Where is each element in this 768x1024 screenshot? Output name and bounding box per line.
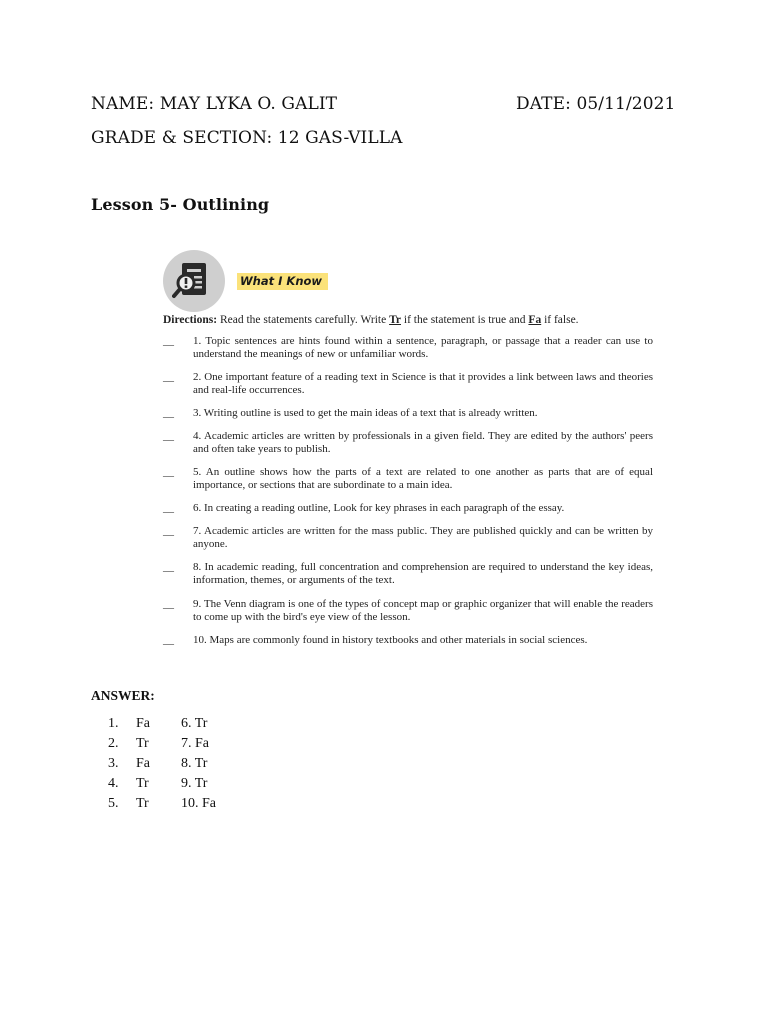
statement-item — [163, 335, 653, 361]
grade-section: GRADE & SECTION: 12 GAS-VILLA — [91, 128, 403, 148]
statement-item — [163, 466, 653, 492]
statement-item — [163, 634, 653, 647]
statement-text: 8. In academic reading, full concentration and comprehension are required to understand the key ideas, information, themes, or arguments of the text. — [193, 561, 653, 586]
directions-text-3: if false. — [541, 314, 579, 326]
statement-item — [163, 598, 653, 624]
answer-value: 6. Tr — [181, 716, 208, 731]
answer-blank: __ — [163, 371, 174, 383]
answer-value: Tr — [136, 776, 149, 791]
answer-blank: __ — [163, 466, 174, 478]
worksheet-image — [163, 250, 653, 657]
statement-text: 7. Academic articles are written for the mass public. They are published quickly and can be written by anyone. — [193, 525, 653, 550]
answer-blank: __ — [163, 430, 174, 442]
answer-number: 1. — [108, 716, 119, 731]
answer-number: 3. — [108, 756, 119, 771]
statement-item — [163, 430, 653, 456]
statement-text: 10. Maps are commonly found in history textbooks and other materials in social sciences. — [193, 634, 588, 646]
statement-text: 4. Academic articles are written by professionals in a given field. They are edited by the authors' peers and often take years to publish. — [193, 430, 653, 455]
statement-item — [163, 561, 653, 587]
answer-blank: __ — [163, 502, 174, 514]
answer-number: 4. — [108, 776, 119, 791]
statement-text: 9. The Venn diagram is one of the types of concept map or graphic organizer that will enable the readers to come up with the bird's eye view of the lesson. — [193, 598, 653, 623]
statement-item — [163, 371, 653, 397]
statement-list — [163, 335, 653, 647]
answer-blank: __ — [163, 634, 174, 646]
answer-value: 9. Tr — [181, 776, 208, 791]
answer-value: Tr — [136, 736, 149, 751]
statement-item — [163, 525, 653, 551]
statement-text: 1. Topic sentences are hints found within a sentence, paragraph, or passage that a reader can use to understand the meanings of new or unfamiliar words. — [193, 335, 653, 360]
statement-text: 6. In creating a reading outline, Look for key phrases in each paragraph of the essay. — [193, 502, 565, 514]
statement-item — [163, 502, 653, 515]
directions-text-1: Read the statements carefully. Write — [217, 314, 390, 326]
answer-value: Fa — [136, 716, 150, 731]
answer-blank: __ — [163, 598, 174, 610]
answer-blank: __ — [163, 561, 174, 573]
answer-number: 2. — [108, 736, 119, 751]
directions-text-2: if the statement is true and — [401, 314, 529, 326]
answer-blank: __ — [163, 335, 174, 347]
document-magnifier-icon — [163, 250, 225, 312]
statement-text: 5. An outline shows how the parts of a text are related to one another as parts that are of equal importance, or sections that are subordinate to a main idea. — [193, 466, 653, 491]
statement-item — [163, 407, 653, 420]
answer-value: Fa — [136, 756, 150, 771]
statement-text: 2. One important feature of a reading text in Science is that it provides a link between laws and theories and real-life occurrences. — [193, 371, 653, 396]
answer-value: 7. Fa — [181, 736, 209, 751]
answer-number: 5. — [108, 796, 119, 811]
directions — [163, 313, 653, 327]
student-name: NAME: MAY LYKA O. GALIT — [91, 94, 338, 114]
lesson-title: Lesson 5- Outlining — [91, 195, 270, 214]
answer-value: 10. Fa — [181, 796, 216, 811]
answer-blank: __ — [163, 407, 174, 419]
section-label: What I Know — [237, 273, 328, 290]
answer-blank: __ — [163, 525, 174, 537]
answer-value: 8. Tr — [181, 756, 208, 771]
false-code: Fa — [528, 314, 542, 326]
statement-text: 3. Writing outline is used to get the main ideas of a text that is already written. — [193, 407, 538, 419]
true-code: Tr — [389, 314, 401, 326]
answer-heading: ANSWER: — [91, 688, 155, 703]
answer-value: Tr — [136, 796, 149, 811]
date: DATE: 05/11/2021 — [516, 94, 676, 114]
what-i-know-banner — [163, 250, 653, 308]
directions-label: Directions: — [163, 314, 218, 326]
